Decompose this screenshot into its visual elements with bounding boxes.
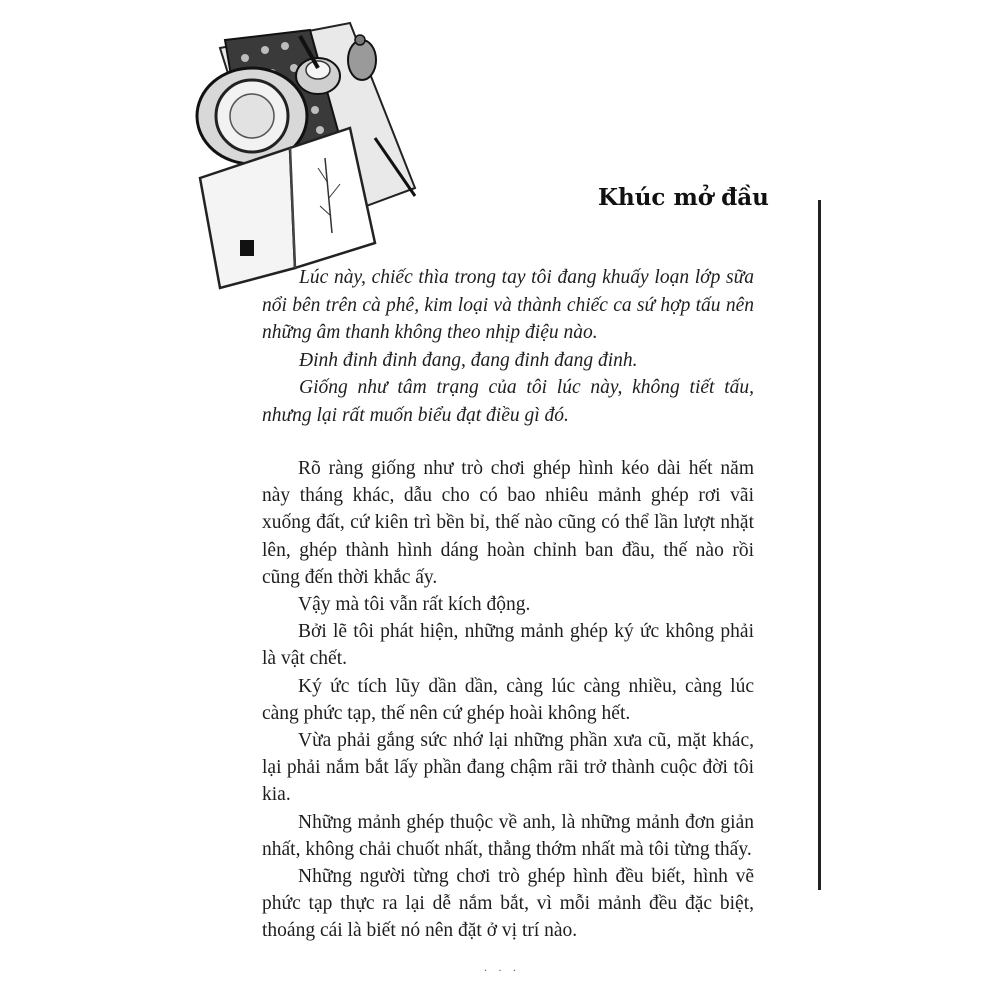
- intro-paragraph: Lúc này, chiếc thìa trong tay tôi đang khuấy loạn lớp sữa nổi bên trên cà phê, kim loại và thành chiếc ca sứ hợp tấu nên những âm thanh không theo nhịp điệu nào.: [262, 267, 754, 343]
- body-paragraph: Những mảnh ghép thuộc về anh, là những mảnh đơn giản nhất, không chải chuốt nhất, thẳng thớm nhất mà tôi từng thấy.: [262, 811, 754, 860]
- page-edge-line: [818, 200, 821, 890]
- body-paragraph: Ký ức tích lũy dần dần, càng lúc càng nhiều, càng lúc càng phức tạp, thế nên cứ ghép hoài không hết.: [262, 675, 754, 724]
- body-paragraph: Những người từng chơi trò ghép hình đều biết, hình vẽ phức tạp thực ra lại dễ nắm bắt, vì mỗi mảnh đều đặc biệt, thoáng cái là biết nó nên đặt ở vị trí nào.: [262, 866, 754, 942]
- intro-paragraph: Giống như tâm trạng của tôi lúc này, không tiết tấu, nhưng lại rất muốn biểu đạt điều gì đó.: [262, 377, 754, 426]
- chapter-title: Khúc mở đầu: [598, 184, 769, 211]
- body-paragraph: Vậy mà tôi vẫn rất kích động.: [298, 594, 531, 616]
- intro-italic-section: [262, 264, 754, 429]
- body-paragraph: Rõ ràng giống như trò chơi ghép hình kéo dài hết năm này tháng khác, dẫu cho có bao nhiêu mảnh ghép rơi vãi xuống đất, cứ kiên trì bền bỉ, thế nào cũng có thể lần lượt nhặt lên, ghép thành hình dáng hoàn chỉnh ban đầu, thế nào rồi cũng đến thời khắc ấy.: [262, 458, 754, 588]
- body-paragraph: Vừa phải gắng sức nhớ lại những phần xưa cũ, mặt khác, lại phải nắm bắt lấy phần đang chậm rãi trở thành cuộc đời tôi kia.: [262, 730, 754, 806]
- intro-paragraph: Đinh đinh đinh đang, đang đinh đang đinh.: [299, 349, 638, 371]
- body-paragraph: Bởi lẽ tôi phát hiện, những mảnh ghép ký ức không phải là vật chết.: [262, 621, 754, 670]
- page-footer-dots: · · ·: [484, 966, 520, 977]
- coffee-book-sketch-icon: [190, 18, 430, 303]
- body-section: [262, 455, 754, 945]
